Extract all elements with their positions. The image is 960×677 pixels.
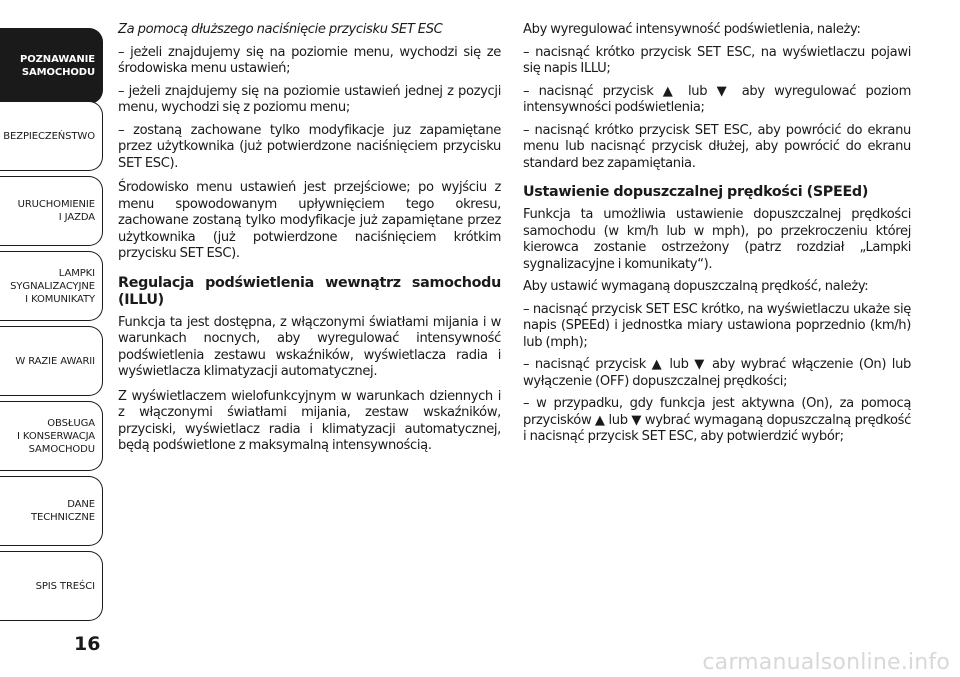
body-paragraph: Funkcja ta umożliwia ustawienie dopuszczalnej prędkości samochodu (w km/h lub w mph), po przekroczeniu której kierowca zostanie ostrzeżony (patrz rozdział „Lampki sygnalizacyjne i komunikaty“).	[523, 207, 911, 272]
intro-italic: Za pomocą dłuższego naciśnięcie przycisku SET ESC	[118, 22, 443, 37]
tab-bezpieczenstwo[interactable]	[0, 101, 103, 171]
tab-label: POZNAWANIE SAMOCHODU	[20, 54, 95, 78]
tab-label: BEZPIECZEŃSTWO	[3, 130, 95, 142]
list-item: – nacisnąć przycisk ▲ lub ▼ aby wyregulować poziom intensywności podświetlenia;	[523, 83, 911, 115]
tab-dane-techniczne[interactable]	[0, 476, 103, 546]
body-paragraph: Środowisko menu ustawień jest przejściowe; po wyjściu z menu spowodowanym upływnięciem tego okresu, zachowane zostaną tylko modyfikacje już zapamiętane przez użytkownika (już potwierdzone naciśnięciem krótkim przycisku SET ESC).	[118, 180, 501, 261]
list-item: – nacisnąć krótko przycisk SET ESC, na wyświetlaczu pojawi się napis ILLU;	[523, 44, 911, 76]
tab-spis-tresci[interactable]	[0, 551, 103, 621]
tab-w-razie-awarii[interactable]	[0, 326, 103, 396]
list-item: – zostaną zachowane tylko modyfikacje juz zapamiętane przez użytkownika (już potwierdzone naciśnięciem przycisku SET ESC).	[118, 122, 501, 171]
body-paragraph: Aby wyregulować intensywność podświetlenia, należy:	[523, 22, 861, 37]
tab-label: URUCHOMIENIE I JAZDA	[17, 199, 95, 223]
tab-poznawanie-samochodu[interactable]	[0, 28, 103, 104]
body-paragraph: Z wyświetlaczem wielofunkcyjnym w warunkach dziennych i z włączonymi światłami mijania, zestaw wskaźników, przyciski, wyświetlacz radia i klimatyzacji automatycznej, będą podświetlone z maksymalną intensywnością.	[118, 388, 501, 453]
body-paragraph: Funkcja ta jest dostępna, z włączonymi światłami mijania i w warunkach nocnych, aby wyregulować intensywność podświetlenia zestawu wskaźników, wyświetlacza radia i wyświetlacza klimatyzacji automatycznej.	[118, 314, 501, 379]
list-item: – nacisnąć krótko przycisk SET ESC, aby powrócić do ekranu menu lub nacisnąć przycisk dłużej, aby powrócić do ekranu standard bez zapamiętania.	[523, 122, 911, 171]
left-column	[118, 22, 501, 463]
right-column	[523, 22, 911, 452]
list-item: – jeżeli znajdujemy się na poziomie ustawień jednej z pozycji menu, wychodzi się z poziomu menu;	[118, 83, 501, 115]
list-item: – nacisnąć przycisk ▲ lub ▼ aby wybrać włączenie (On) lub wyłączenie (OFF) dopuszczalnej prędkości;	[523, 357, 911, 389]
tab-label: W RAZIE AWARII	[15, 355, 95, 367]
page-number: 16	[74, 633, 101, 655]
tab-lampki-sygnalizacyjne[interactable]	[0, 251, 103, 321]
tab-label: SPIS TREŚCI	[35, 580, 95, 592]
list-item: – jeżeli znajdujemy się na poziomie menu, wychodzi się ze środowiska menu ustawień;	[118, 44, 501, 76]
tab-uruchomienie-i-jazda[interactable]	[0, 176, 103, 246]
list-item: – w przypadku, gdy funkcja jest aktywna (On), za pomocą przycisków ▲ lub ▼ wybrać wymaganą dopuszczalną prędkość i nacisnąć przycisk SET ESC, aby potwierdzić wybór;	[523, 396, 911, 444]
tab-label: OBSŁUGA I KONSERWACJA SAMOCHODU	[16, 417, 95, 455]
body-paragraph: Aby ustawić wymaganą dopuszczalną prędkość, należy:	[523, 279, 869, 294]
section-heading: Regulacja podświetlenia wewnątrz samochodu (ILLU)	[118, 274, 501, 308]
section-heading: Ustawienie dopuszczalnej prędkości (SPEEd)	[523, 184, 869, 200]
tab-obsluga-i-konserwacja[interactable]	[0, 401, 103, 471]
tab-label: DANE TECHNICZNE	[31, 499, 95, 523]
watermark: carmanualsonline.info	[702, 650, 950, 675]
tab-label: LAMPKI SYGNALIZACYJNE I KOMUNIKATY	[10, 267, 95, 305]
list-item: – nacisnąć przycisk SET ESC krótko, na wyświetlaczu ukaże się napis (SPEEd) i jednostka miary ustawiona poprzednio (km/h) lub (mph);	[523, 301, 911, 350]
